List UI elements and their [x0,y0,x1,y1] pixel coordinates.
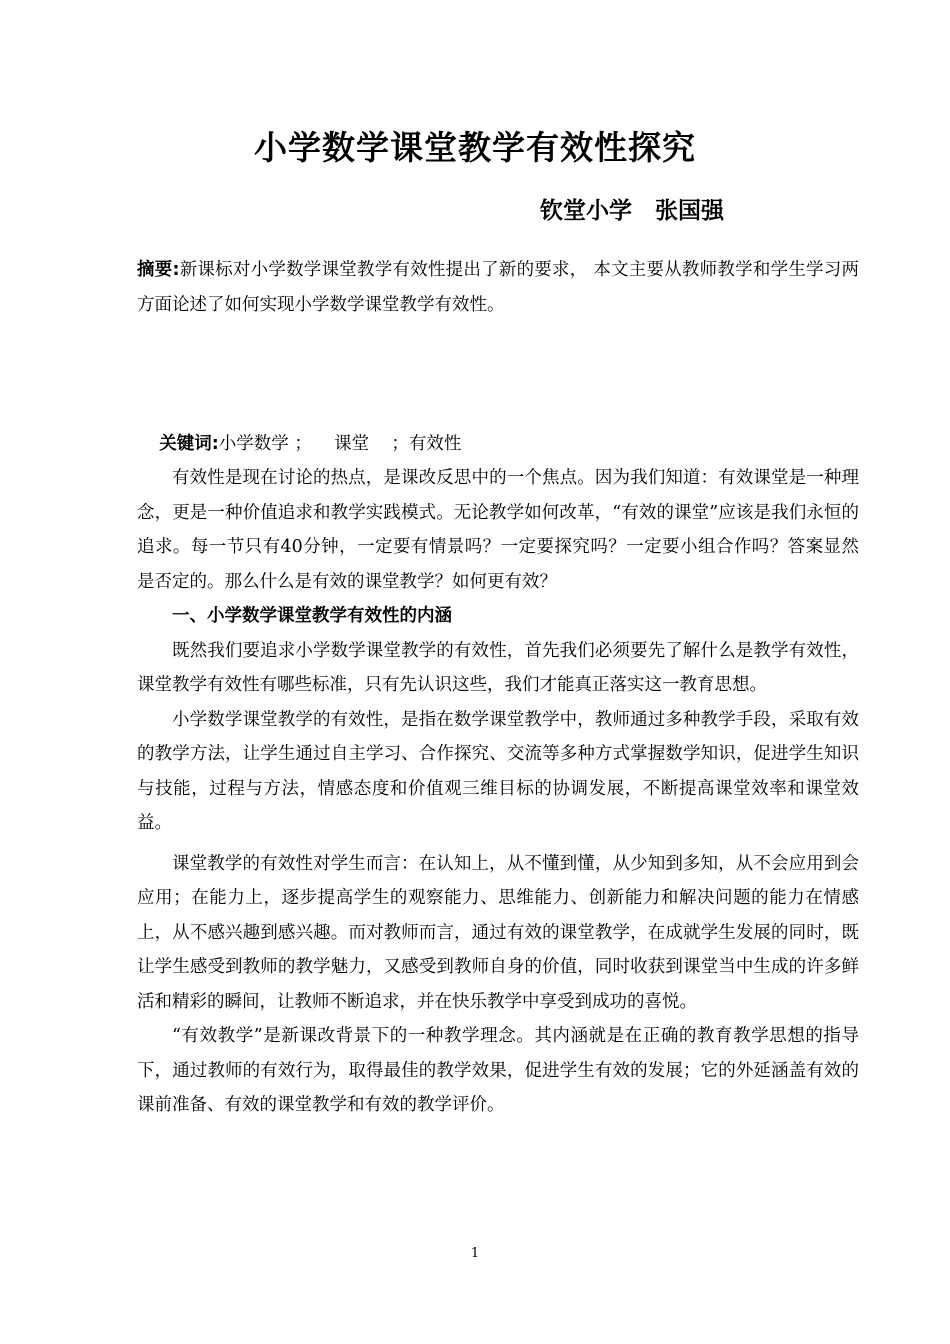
body-text [137,461,859,1123]
section-heading: 一、小学数学课堂教学有效性的内涵 [172,606,452,626]
keywords-text: 小学数学 ； 课堂 ；有效性 [218,433,462,454]
abstract [137,253,859,322]
paragraph: 课堂教学的有效性对学生而言：在认知上，从不懂到懂，从少知到多知，从不会应用到会应用；在能力上，逐步提高学生的观察能力、思维能力、创新能力和解决问题的能力在情感上，从不感兴趣到感兴趣。而对教师而言，通过有效的课堂教学，在成就学生发展的同时，既让学生感受到教师的教学魅力，又感受到教师自身的价值，同时收获到课堂当中生成的许多鲜活和精彩的瞬间，让教师不断追求，并在快乐教学中享受到成功的喜悦。 [137,853,859,1012]
paragraph: 既然我们要追求小学数学课堂教学的有效性，首先我们必须要先了解什么是教学有效性，课堂教学有效性有哪些标准，只有先认识这些，我们才能真正落实这一教育思想。 [137,640,859,695]
page-number: 1 [470,1246,480,1261]
document-title: 小学数学课堂教学有效性探究 [254,128,696,167]
abstract-label: 摘要: [137,260,180,280]
author-line: 钦堂小学 张国强 [540,198,724,224]
abstract-text: 新课标对小学数学课堂教学有效性提出了新的要求， 本文主要从教师教学和学生学习两方面论述了如何实现小学数学课堂教学有效性。 [137,260,860,315]
paragraph-intro: 有效性是现在讨论的热点，是课改反思中的一个焦点。因为我们知道：有效课堂是一种理念，更是一种价值追求和教学实践模式。无论教学如何改革，“有效的课堂”应该是我们永恒的追求。每一节只有40分钟，一定要有情景吗？一定要探究吗？一定要小组合作吗？答案显然是否定的。那么什么是有效的课堂教学？如何更有效？ [137,468,859,592]
paragraph: “有效教学”是新课改背景下的一种教学理念。其内涵就是在正确的教育教学思想的指导下，通过教师的有效行为，取得最佳的教学效果，促进学生有效的发展；它的外延涵盖有效的课前准备、有效的课堂教学和有效的教学评价。 [137,1026,859,1115]
keywords-label: 关键词: [159,433,219,454]
paragraph: 小学数学课堂教学的有效性，是指在数学课堂教学中，教师通过多种教学手段，采取有效的教学方法，让学生通过自主学习、合作探究、交流等多种方式掌握数学知识，促进学生知识与技能，过程与方法，情感态度和价值观三维目标的协调发展，不断提高课堂效率和课堂效益。 [137,709,859,833]
